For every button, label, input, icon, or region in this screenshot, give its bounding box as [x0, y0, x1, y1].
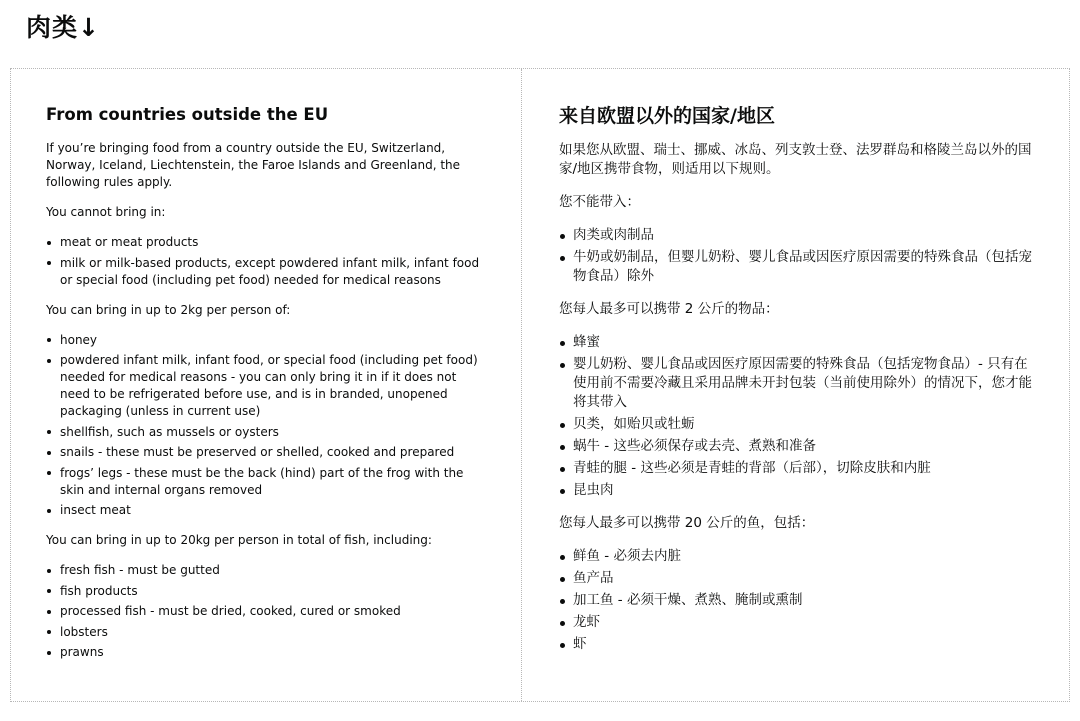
list-item: honey — [46, 332, 486, 349]
list-item: frogs’ legs - these must be the back (hind) part of the frog with the skin and internal organs removed — [46, 465, 486, 499]
list-item: snails - these must be preserved or shelled, cooked and prepared — [46, 444, 486, 461]
chinese-2kg-label: 您每人最多可以携带 2 公斤的物品： — [559, 301, 779, 317]
list-item: fresh fish - must be gutted — [46, 562, 486, 579]
english-20kg-list — [46, 562, 486, 661]
list-item: 青蛙的腿 - 这些必须是青蛙的背部（后部），切除皮肤和内脏 — [559, 459, 1034, 478]
list-item: 龙虾 — [559, 613, 1034, 632]
chinese-column — [559, 103, 1034, 668]
list-item: fish products — [46, 583, 486, 600]
list-item: 牛奶或奶制品，但婴儿奶粉、婴儿食品或因医疗原因需要的特殊食品（包括宠物食品）除外 — [559, 248, 1034, 286]
english-20kg-label: You can bring in up to 20kg per person in total of fish, including: — [46, 533, 432, 547]
list-item: 鱼产品 — [559, 569, 1034, 588]
list-item: prawns — [46, 644, 486, 661]
list-item: 加工鱼 - 必须干燥、煮熟、腌制或熏制 — [559, 591, 1034, 610]
chinese-cannot-label: 您不能带入： — [559, 194, 640, 210]
chinese-20kg-list — [559, 547, 1034, 654]
list-item: 婴儿奶粉、婴儿食品或因医疗原因需要的特殊食品（包括宠物食品）- 只有在使用前不需要冷藏且采用品牌未开封包装（当前使用除外）的情况下，您才能将其带入 — [559, 355, 1034, 412]
list-item: milk or milk-based products, except powdered infant milk, infant food or special food (including pet food) needed for medical reasons — [46, 255, 486, 289]
column-divider — [521, 69, 522, 701]
list-item: 贝类，如贻贝或牡蛎 — [559, 415, 1034, 434]
english-2kg-label: You can bring in up to 2kg per person of: — [46, 302, 291, 317]
list-item: processed fish - must be dried, cooked, cured or smoked — [46, 603, 486, 620]
chinese-heading: 来自欧盟以外的国家/地区 — [559, 105, 775, 127]
list-item: insect meat — [46, 502, 486, 519]
list-item: meat or meat products — [46, 234, 486, 251]
page-title: 肉类↓ — [26, 13, 100, 42]
chinese-cannot-list — [559, 226, 1034, 286]
list-item: 鲜鱼 - 必须去内脏 — [559, 547, 1034, 566]
chinese-2kg-list — [559, 333, 1034, 500]
english-intro: If you’re bringing food from a country outside the EU, Switzerland, Norway, Iceland, Liechtenstein, the Faroe Islands and Greenland, the following rules apply. — [46, 141, 461, 189]
english-cannot-label: You cannot bring in: — [46, 205, 166, 219]
list-item: 蜗牛 - 这些必须保存或去壳、煮熟和准备 — [559, 437, 1034, 456]
list-item: 肉类或肉制品 — [559, 226, 1034, 245]
list-item: 蜂蜜 — [559, 333, 1034, 352]
list-item: lobsters — [46, 624, 486, 641]
english-heading: From countries outside the EU — [46, 105, 329, 124]
list-item: shellfish, such as mussels or oysters — [46, 424, 486, 441]
list-item: 昆虫肉 — [559, 481, 1034, 500]
english-2kg-list — [46, 332, 486, 520]
english-column — [46, 103, 486, 674]
chinese-20kg-label: 您每人最多可以携带 20 公斤的鱼，包括： — [559, 515, 815, 531]
list-item: powdered infant milk, infant food, or special food (including pet food) needed for medical reasons - you can only bring it in if it does not need to be refrigerated before use, and is in branded, unopened packaging (unless in current use) — [46, 352, 486, 420]
list-item: 虾 — [559, 635, 1034, 654]
english-cannot-list — [46, 234, 486, 289]
chinese-intro: 如果您从欧盟、瑞士、挪威、冰岛、列支敦士登、法罗群岛和格陵兰岛以外的国家/地区携带食物，则适用以下规则。 — [559, 142, 1032, 177]
